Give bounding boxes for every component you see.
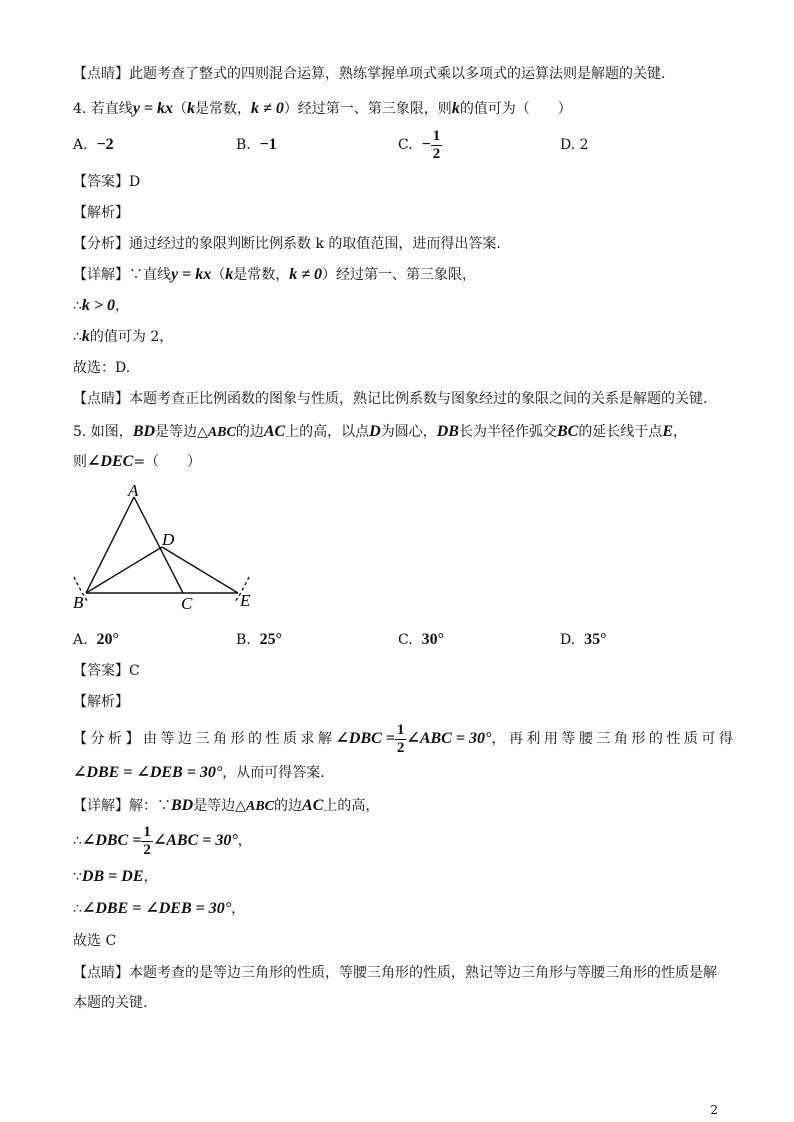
- math-angle: ∠DEC: [87, 453, 134, 470]
- therefore-symbol: ∴: [73, 329, 82, 345]
- label-a: A: [128, 482, 139, 500]
- option-value: 20°: [96, 631, 119, 648]
- detail-tag: 【详解】: [73, 267, 129, 283]
- stem-text: 4. 若直线: [73, 101, 133, 117]
- option-label: A.: [73, 632, 88, 648]
- q5-option-d: [560, 630, 607, 650]
- math-expression: k ≠ 0: [289, 266, 322, 283]
- fraction-denominator: 2: [143, 841, 151, 858]
- detail-text: ，: [143, 869, 158, 885]
- option-label: B.: [236, 632, 251, 648]
- detail-text: ）经过第一、第三象限，: [322, 267, 476, 283]
- q4-fenxi: [73, 234, 501, 254]
- math-variable: BC: [556, 423, 579, 440]
- option-value: −1: [259, 136, 277, 153]
- fraction-numerator: 1: [396, 721, 405, 738]
- therefore-symbol: ∴: [73, 298, 82, 314]
- stem-text: 为圆心，: [380, 424, 437, 440]
- q5-stem-line1: [73, 422, 687, 443]
- analysis-tag: 【解析】: [73, 205, 129, 221]
- option-value: 30°: [421, 631, 444, 648]
- q5-option-b: [236, 630, 282, 650]
- choose-text: 故选 C: [73, 933, 117, 949]
- detail-text: 的边: [274, 798, 303, 814]
- option-label: D.: [560, 632, 576, 648]
- fraction-numerator: 1: [432, 127, 441, 144]
- q4-analysis-heading: [73, 203, 129, 223]
- therefore-symbol: ∴: [73, 833, 82, 849]
- label-d: D: [162, 530, 175, 549]
- choose-text: 故选：D.: [73, 360, 131, 376]
- q4-option-d: [560, 135, 589, 155]
- q5-detail-line3: [73, 867, 158, 887]
- q4-stem: [73, 99, 572, 119]
- q4-remark: [73, 389, 707, 409]
- math-triangle: △ABC: [197, 425, 236, 440]
- remark-text: 本题考查正比例函数的图象与性质，熟记比例系数与图象经过的象限之间的关系是解题的关键.: [129, 391, 708, 407]
- stem-text: 5. 如图，: [73, 424, 133, 440]
- fraction: [141, 824, 153, 859]
- q5-choose: [73, 931, 116, 951]
- q4-detail: [73, 265, 476, 285]
- option-label: A.: [73, 137, 88, 153]
- fraction: [395, 722, 407, 757]
- analysis-tag: 【解析】: [73, 694, 129, 710]
- stem-text: 则: [73, 454, 87, 470]
- triangle-figure: [66, 482, 266, 614]
- answer-tag: 【答案】: [73, 663, 129, 679]
- remark-tag: 【点睛】: [73, 66, 129, 82]
- q5-stem-line2: [73, 452, 201, 472]
- option-value: 25°: [259, 631, 283, 648]
- math-variable: k: [187, 100, 196, 117]
- math-variable: BD: [132, 423, 156, 440]
- label-e: E: [240, 591, 251, 610]
- math-variable: k: [451, 100, 460, 117]
- fenxi-text: ，再利用等腰三角形的性质可得: [491, 731, 737, 747]
- fraction-numerator: 1: [143, 823, 151, 840]
- option-label: B.: [236, 137, 251, 153]
- q5-detail: [73, 796, 379, 817]
- fenxi-text: ，从而可得答案.: [222, 765, 325, 781]
- math-expression: k > 0: [81, 297, 116, 314]
- q5-detail-line4: [73, 899, 245, 919]
- option-label: D.: [560, 137, 576, 153]
- math-variable: DB: [436, 423, 459, 440]
- math-expression: ∠DBC =: [81, 832, 142, 849]
- remark-text: 此题考查了整式的四则混合运算，熟练掌握单项式乘以多项式的运算法则是解题的关键.: [129, 66, 666, 82]
- detail-text: ，: [115, 298, 130, 314]
- stem-text: 是等边: [155, 424, 198, 440]
- math-variable: AC: [302, 797, 324, 814]
- because-symbol: ∵: [73, 869, 82, 885]
- detail-text: 解：∵: [129, 798, 171, 814]
- segment-de: [162, 547, 238, 593]
- math-expression: ∠ABC = 30°: [406, 730, 492, 747]
- stem-text: 的值可为（ ）: [459, 101, 572, 117]
- q5-remark-line2: [73, 993, 147, 1013]
- option-label: C.: [398, 632, 413, 648]
- detail-text: 是等边: [193, 798, 236, 814]
- remark-tag: 【点睛】: [73, 965, 129, 981]
- q5-answer: [73, 661, 140, 681]
- detail-text: ，: [231, 901, 246, 917]
- q5-option-a: [73, 630, 119, 650]
- therefore-symbol: ∴: [73, 901, 82, 917]
- stem-text: 长为半径作弧交: [458, 424, 557, 440]
- math-variable: k: [81, 328, 90, 345]
- stem-text: 是常数，: [195, 101, 252, 117]
- fenxi-text: 通过经过的象限判断比例系数 k 的取值范围，进而得出答案.: [129, 236, 501, 252]
- page-number: 2: [710, 1103, 718, 1117]
- stem-text: ）经过第一、第三象限，则: [283, 101, 452, 117]
- stem-text: ，: [672, 424, 687, 440]
- math-expression: ∠DBE = ∠DEB = 30°: [81, 900, 232, 917]
- remark-text: 本题考查的是等边三角形的性质，等腰三角形的性质，熟记等边三角形与等腰三角形的性质是解: [129, 965, 717, 981]
- math-variable: k: [225, 266, 234, 283]
- option-value: −2: [96, 136, 114, 153]
- detail-text: ，: [237, 833, 252, 849]
- q4-choose: [73, 358, 130, 378]
- math-triangle: △ABC: [235, 799, 275, 814]
- math-expression: k ≠ 0: [251, 100, 284, 117]
- option-sign: −: [421, 136, 431, 153]
- stem-text: 上的高，以点: [285, 424, 370, 440]
- stem-text: 的边: [235, 424, 264, 440]
- q4-detail-line2: [73, 296, 129, 316]
- math-expression: ∠DBC =: [335, 730, 395, 747]
- fraction-denominator: 2: [396, 739, 405, 756]
- q5-detail-line2: [73, 821, 252, 861]
- q3-remark: [73, 64, 665, 84]
- answer-value: D: [129, 174, 141, 190]
- option-value: 2: [579, 137, 589, 153]
- fenxi-tag: 【分析】: [73, 731, 143, 747]
- option-value: 35°: [584, 631, 607, 648]
- remark-text: 本题的关键.: [73, 995, 148, 1011]
- fraction: [431, 128, 443, 163]
- math-expression: ∠ABC = 30°: [152, 832, 238, 849]
- stem-text: 的延长线于点: [578, 424, 663, 440]
- q4-option-b: [236, 135, 277, 155]
- q4-option-c: [398, 125, 442, 165]
- remark-tag: 【点睛】: [73, 391, 129, 407]
- stem-text: （: [173, 101, 188, 117]
- math-expression: y = kx: [132, 100, 174, 117]
- detail-text: ∵直线: [129, 267, 171, 283]
- math-expression: DB = DE: [81, 868, 144, 885]
- fraction-denominator: 2: [432, 145, 441, 162]
- answer-tag: 【答案】: [73, 174, 129, 190]
- q4-answer: [73, 172, 140, 192]
- math-variable: E: [662, 423, 673, 440]
- detail-tag: 【详解】: [73, 798, 129, 814]
- fenxi-text: 由等边三角形的性质求解: [143, 731, 336, 747]
- math-variable: BD: [171, 797, 194, 814]
- detail-text: 是常数，: [233, 267, 290, 283]
- q4-option-a: [73, 135, 114, 155]
- math-variable: D: [369, 423, 381, 440]
- detail-text: 上的高，: [323, 798, 380, 814]
- detail-text: 的值可为 2，: [89, 329, 174, 345]
- answer-value: C: [129, 663, 140, 679]
- q4-detail-line3: [73, 327, 173, 347]
- math-variable: AC: [263, 423, 286, 440]
- q5-fenxi-line2: [73, 763, 325, 783]
- q5-remark: [73, 963, 717, 983]
- stem-text: =（ ）: [133, 454, 202, 470]
- label-b: B: [73, 593, 84, 612]
- math-expression: ∠DBE = ∠DEB = 30°: [73, 764, 223, 781]
- label-c: C: [181, 594, 193, 613]
- q5-analysis-heading: [73, 692, 129, 712]
- math-expression: y = kx: [171, 266, 212, 283]
- option-label: C.: [398, 137, 413, 153]
- q5-fenxi: [73, 719, 736, 759]
- fenxi-tag: 【分析】: [73, 236, 129, 252]
- detail-text: （: [211, 267, 226, 283]
- q5-option-c: [398, 630, 444, 650]
- segment-ac: [134, 497, 183, 593]
